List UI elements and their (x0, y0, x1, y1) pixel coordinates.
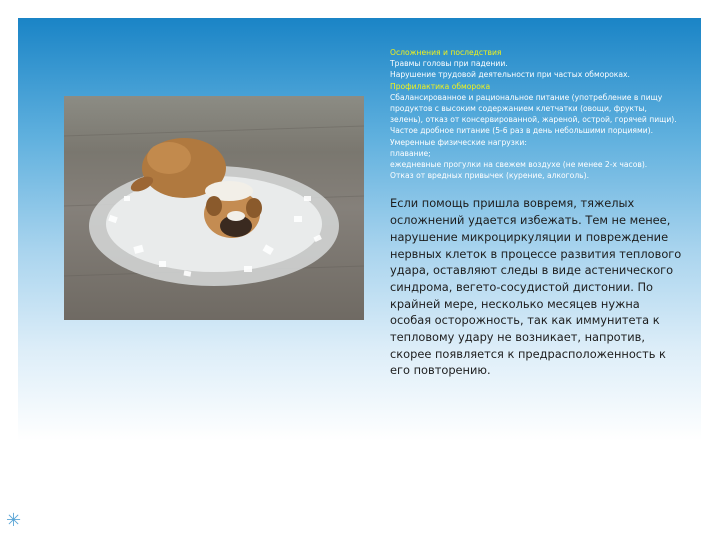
asterisk-icon: ✳ (6, 510, 22, 531)
list-item: Нарушение трудовой деятельности при частых обмороках. (390, 70, 630, 80)
main-paragraph: Если помощь пришла вовремя, тяжелых осложнений удается избежать. Тем не менее, нарушение микроциркуляции и повреждение нервных клеток в процессе развития теплового удара, оставляют следы в виде астенического синдрома, вегето-сосудистой дистонии. По крайней мере, несколько месяцев нужна особая осторожность, так как иммунитета к тепловому удару не возникает, напротив, скорее появляется к предрасположенность к его повторению. (390, 196, 682, 378)
list-item: плавание; (390, 148, 431, 158)
list-item: ежедневные прогулки на свежем воздухе (не менее 2-х часов). (390, 160, 648, 170)
heading-complications: Осложнения и последствия (390, 48, 502, 57)
list-item: Травмы головы при падении. (390, 59, 508, 69)
list-item: Отказ от вредных привычек (курение, алкоголь). (390, 171, 590, 181)
heading-prevention: Профилактика обморока (390, 81, 491, 91)
photo-illustration (64, 96, 364, 320)
complications-and-prevention-list (390, 47, 682, 181)
list-item: Умеренные физические нагрузки: (390, 137, 527, 147)
list-item: Частое дробное питание (5-6 раз в день небольшими порциями). (390, 126, 654, 136)
list-item: Сбалансированное и рациональное питание (употребление в пищу продуктов с высоким содержанием клетчатки (овощи, фрукты, зелень), отказ от консервированной, жареной, острой, горячей пищи). (390, 92, 677, 125)
bulldog-on-ice-photo (64, 96, 364, 320)
slide-text-column (390, 47, 682, 379)
